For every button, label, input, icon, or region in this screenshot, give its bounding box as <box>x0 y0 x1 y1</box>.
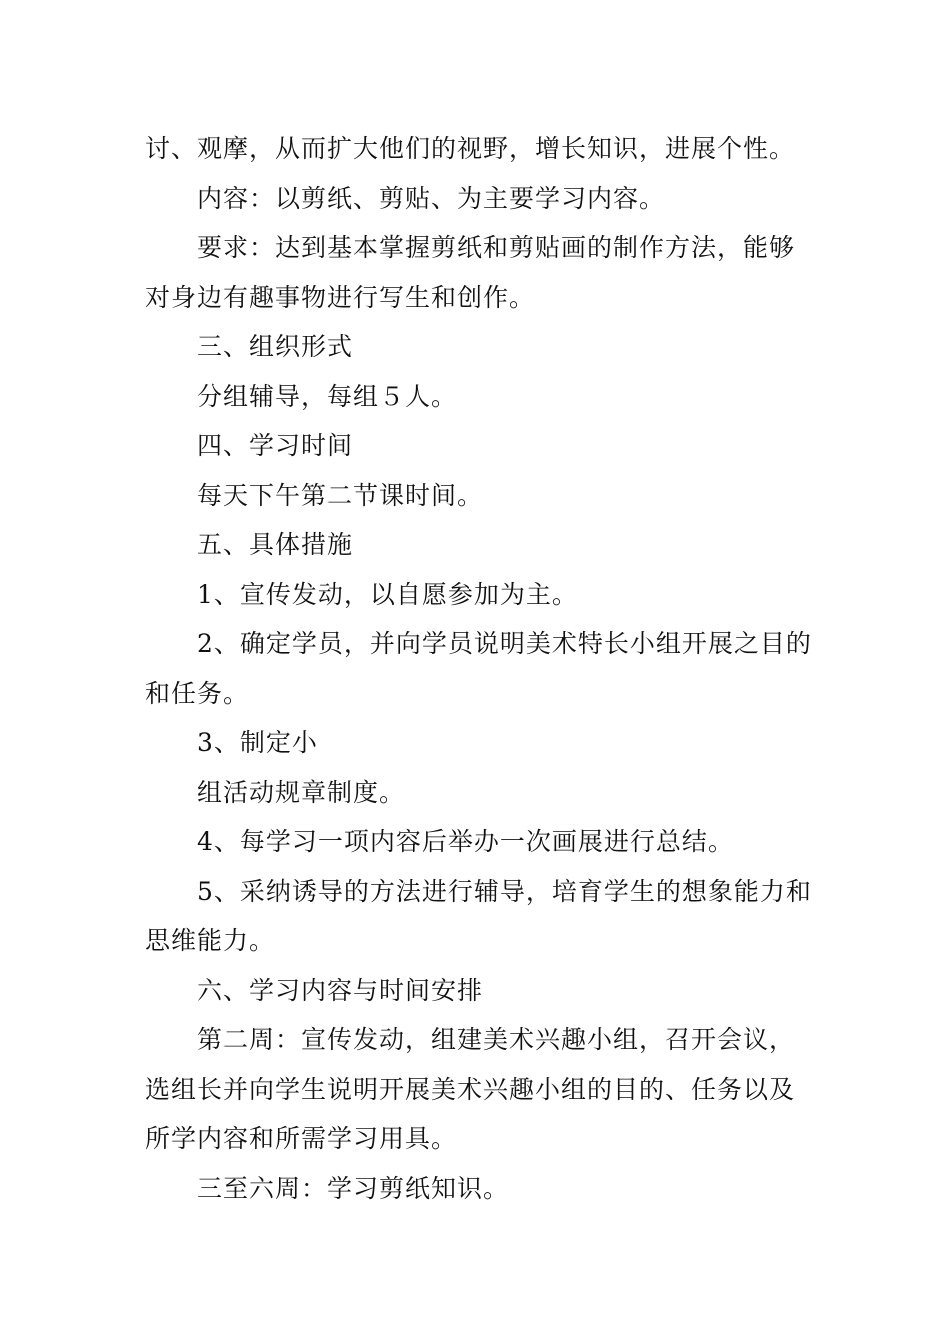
section-heading: 四、学习时间 <box>197 431 354 460</box>
text-line: 第二周：宣传发动，组建美术兴趣小组，召开会议， <box>197 1025 796 1054</box>
text-line: 和任务。 <box>145 678 250 708</box>
list-item: 1、宣传发动，以自愿参加为主。 <box>197 579 578 609</box>
text-line: 对身边有趣事物进行写生和创作。 <box>145 282 536 312</box>
section-heading: 六、学习内容与时间安排 <box>197 975 484 1005</box>
section-heading: 五、具体措施 <box>197 530 354 559</box>
text-line: 选组长并向学生说明开展美术兴趣小组的目的、任务以及 <box>145 1074 796 1104</box>
text-line: 组活动规章制度。 <box>197 777 406 807</box>
list-item: 3、制定小 <box>197 728 318 757</box>
text-line: 三至六周：学习剪纸知识。 <box>197 1173 510 1203</box>
text-line: 分组辅导，每组５人。 <box>197 381 458 411</box>
list-item: 4、每学习一项内容后举办一次画展进行总结。 <box>197 827 734 856</box>
list-item: 5、采纳诱导的方法进行辅导，培育学生的想象能力和 <box>197 876 812 906</box>
text-line: 内容：以剪纸、剪贴、为主要学习内容。 <box>197 183 666 213</box>
text-line: 思维能力。 <box>145 926 276 955</box>
text-line: 每天下午第二节课时间。 <box>197 480 484 510</box>
list-item: 2、确定学员，并向学员说明美术特长小组开展之目的 <box>197 629 812 658</box>
text-line: 所学内容和所需学习用具。 <box>145 1124 458 1153</box>
document-body <box>145 124 810 1213</box>
section-heading: 三、组织形式 <box>197 332 354 361</box>
text-line: 讨、观摩，从而扩大他们的视野，增长知识，进展个性。 <box>145 134 796 163</box>
text-line: 要求：达到基本掌握剪纸和剪贴画的制作方法，能够 <box>197 233 796 262</box>
